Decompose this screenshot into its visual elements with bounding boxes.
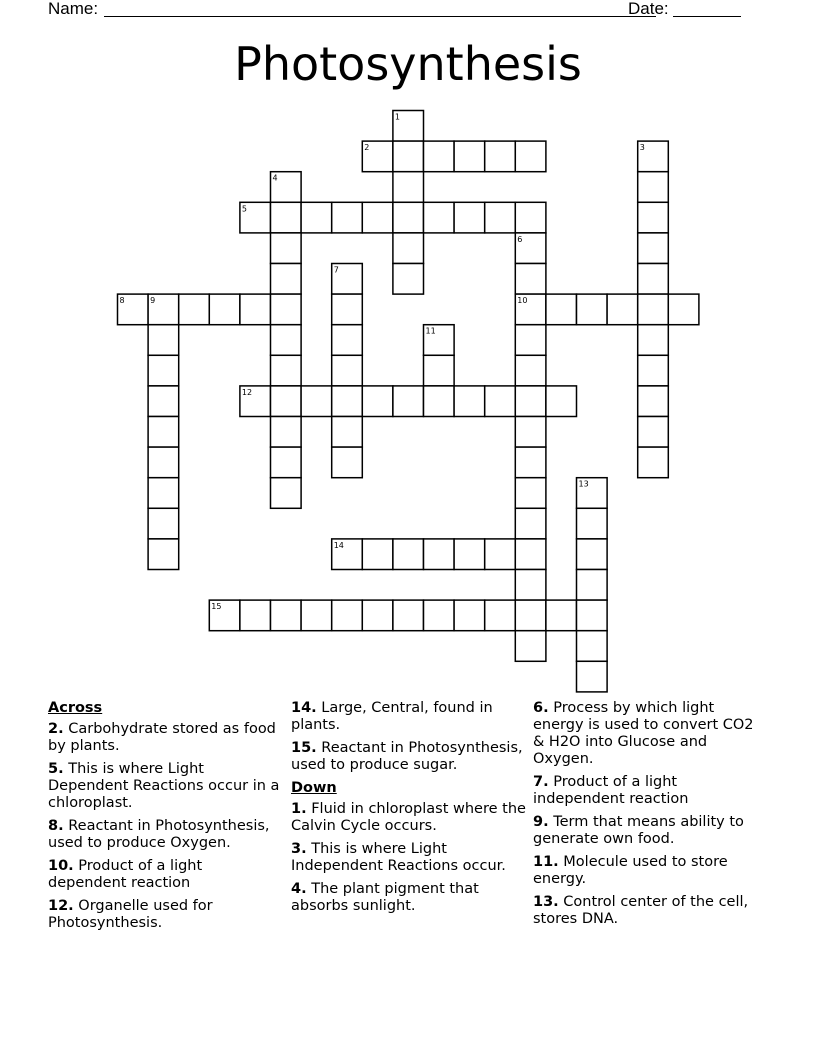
grid-cell[interactable]	[668, 294, 699, 325]
grid-cell[interactable]	[515, 264, 546, 295]
grid-cell[interactable]	[271, 355, 302, 386]
grid-cell[interactable]	[454, 600, 485, 631]
clue-item	[48, 858, 283, 892]
grid-cell[interactable]	[515, 141, 546, 172]
grid-cell[interactable]	[393, 233, 424, 264]
grid-cell[interactable]	[362, 386, 393, 417]
cell-number: 11	[425, 326, 436, 336]
clue-number: 6.	[533, 700, 549, 716]
grid-cell[interactable]	[515, 631, 546, 662]
clue-number: 11.	[533, 854, 559, 870]
clue-number: 7.	[533, 774, 549, 790]
grid-cell[interactable]	[362, 600, 393, 631]
grid-cell[interactable]	[393, 600, 424, 631]
grid-cell[interactable]	[393, 264, 424, 295]
clue-item	[48, 721, 283, 755]
grid-cell[interactable]	[454, 202, 485, 233]
clue-item	[533, 774, 768, 808]
grid-cell[interactable]	[271, 600, 302, 631]
grid-cell[interactable]	[301, 386, 332, 417]
cell-number: 9	[150, 296, 156, 306]
clue-item	[533, 814, 768, 848]
grid-cell[interactable]	[638, 386, 669, 417]
grid-cell[interactable]	[515, 447, 546, 478]
grid-cell[interactable]	[301, 202, 332, 233]
grid-cell[interactable]	[515, 478, 546, 509]
grid-cell[interactable]	[332, 355, 363, 386]
grid-cell[interactable]	[148, 386, 179, 417]
cell-number: 2	[364, 143, 370, 153]
grid-cell[interactable]	[485, 539, 516, 570]
grid-cell[interactable]	[271, 264, 302, 295]
grid-cell[interactable]	[301, 600, 332, 631]
clue-item	[291, 881, 527, 915]
grid-cell[interactable]	[240, 600, 271, 631]
grid-cell[interactable]	[209, 294, 240, 325]
cell-number: 1	[394, 112, 400, 122]
clue-text: Reactant in Photosynthesis, used to produce Oxygen.	[48, 818, 270, 851]
clue-text: Process by which light energy is used to convert CO2 & H2O into Glucose and Oxygen.	[533, 700, 754, 767]
clue-text: This is where Light Independent Reactions occur.	[291, 841, 506, 874]
grid-cell[interactable]	[240, 294, 271, 325]
cell-number: 13	[578, 479, 589, 489]
clue-text: Organelle used for Photosynthesis.	[48, 898, 213, 931]
clue-number: 8.	[48, 818, 64, 834]
clue-column-2	[291, 700, 527, 921]
cell-number: 8	[119, 296, 125, 306]
grid-cell[interactable]	[271, 202, 302, 233]
cell-number: 3	[639, 143, 645, 153]
clue-item	[48, 761, 283, 812]
clue-item	[291, 740, 527, 774]
grid-cell[interactable]	[148, 325, 179, 356]
clue-text: Term that means ability to generate own food.	[533, 814, 744, 847]
clue-number: 12.	[48, 898, 74, 914]
down-heading: Down	[291, 780, 337, 796]
grid-cell[interactable]	[577, 508, 608, 539]
name-label: Name:	[48, 0, 99, 18]
grid-cell[interactable]	[577, 294, 608, 325]
grid-cell[interactable]	[515, 202, 546, 233]
grid-cell[interactable]	[332, 202, 363, 233]
clue-number: 9.	[533, 814, 549, 830]
grid-cell[interactable]	[515, 600, 546, 631]
grid-cell[interactable]	[546, 600, 577, 631]
grid-cell[interactable]	[393, 172, 424, 203]
clue-number: 4.	[291, 881, 307, 897]
grid-cell[interactable]	[424, 355, 455, 386]
grid-cell[interactable]	[148, 355, 179, 386]
clue-item	[48, 898, 283, 932]
grid-cell[interactable]	[454, 386, 485, 417]
grid-cell[interactable]	[148, 447, 179, 478]
grid-cell[interactable]	[638, 264, 669, 295]
grid-cell[interactable]	[271, 325, 302, 356]
grid-cell[interactable]	[148, 417, 179, 448]
clue-number: 2.	[48, 721, 64, 737]
grid-cell[interactable]	[362, 202, 393, 233]
grid-cell[interactable]	[546, 386, 577, 417]
grid-cell[interactable]	[638, 417, 669, 448]
clue-number: 14.	[291, 700, 317, 716]
grid-cell[interactable]	[271, 478, 302, 509]
grid-cell[interactable]	[332, 600, 363, 631]
clue-item	[48, 818, 283, 852]
clue-text: This is where Light Dependent Reactions occur in a chloroplast.	[48, 761, 280, 811]
grid-cell[interactable]	[393, 386, 424, 417]
clue-number: 15.	[291, 740, 317, 756]
grid-cell[interactable]	[638, 355, 669, 386]
grid-cell[interactable]	[577, 661, 608, 692]
clue-text: Carbohydrate stored as food by plants.	[48, 721, 276, 754]
grid-cell[interactable]	[638, 233, 669, 264]
clue-column-3	[533, 700, 768, 934]
grid-cell[interactable]	[271, 386, 302, 417]
grid-cell[interactable]	[393, 202, 424, 233]
clue-text: Product of a light dependent reaction	[48, 858, 203, 891]
grid-cell[interactable]	[515, 508, 546, 539]
grid-cell[interactable]	[148, 508, 179, 539]
clue-item	[533, 894, 768, 928]
clue-text: Reactant in Photosynthesis, used to produce sugar.	[291, 740, 523, 773]
cell-number: 10	[517, 296, 528, 306]
across-heading: Across	[48, 700, 103, 716]
clue-item	[291, 841, 527, 875]
grid-cell[interactable]	[638, 325, 669, 356]
grid-cell[interactable]	[271, 417, 302, 448]
grid-cell[interactable]	[332, 417, 363, 448]
clue-number: 3.	[291, 841, 307, 857]
grid-cell[interactable]	[515, 386, 546, 417]
grid-cell[interactable]	[332, 294, 363, 325]
grid-cell[interactable]	[424, 600, 455, 631]
grid-cell[interactable]	[638, 202, 669, 233]
grid-cell[interactable]	[179, 294, 210, 325]
clue-text: Fluid in chloroplast where the Calvin Cycle occurs.	[291, 801, 526, 834]
clue-number: 1.	[291, 801, 307, 817]
grid-cell[interactable]	[577, 631, 608, 662]
grid-cell[interactable]	[577, 539, 608, 570]
grid-cell[interactable]	[485, 600, 516, 631]
clue-text: Molecule used to store energy.	[533, 854, 728, 887]
cell-number: 4	[272, 173, 278, 183]
grid-cell[interactable]	[393, 141, 424, 172]
grid-cell[interactable]	[515, 570, 546, 601]
grid-cell[interactable]	[515, 417, 546, 448]
cell-number: 15	[211, 602, 222, 612]
grid-cell[interactable]	[485, 202, 516, 233]
grid-cell[interactable]	[271, 447, 302, 478]
clue-text: The plant pigment that absorbs sunlight.	[291, 881, 479, 914]
grid-cell[interactable]	[148, 539, 179, 570]
grid-cell[interactable]	[577, 600, 608, 631]
grid-cell[interactable]	[332, 325, 363, 356]
grid-cell[interactable]	[148, 478, 179, 509]
page-title: Photosynthesis	[234, 37, 582, 91]
grid-cell[interactable]	[638, 447, 669, 478]
grid-cell[interactable]	[577, 570, 608, 601]
grid-cell[interactable]	[515, 325, 546, 356]
clue-item	[533, 700, 768, 768]
grid-cell[interactable]	[424, 539, 455, 570]
cell-number: 7	[333, 265, 339, 275]
grid-cell[interactable]	[546, 294, 577, 325]
clue-number: 13.	[533, 894, 559, 910]
clue-number: 10.	[48, 858, 74, 874]
clue-column-1	[48, 700, 283, 938]
grid-cell[interactable]	[515, 355, 546, 386]
grid-cell[interactable]	[638, 172, 669, 203]
grid-cell[interactable]	[393, 539, 424, 570]
grid-cell[interactable]	[362, 539, 393, 570]
grid-cell[interactable]	[485, 141, 516, 172]
grid-cell[interactable]	[332, 386, 363, 417]
grid-cell[interactable]	[454, 539, 485, 570]
grid-cell[interactable]	[271, 233, 302, 264]
grid-cell[interactable]	[454, 141, 485, 172]
clue-item	[533, 854, 768, 888]
grid-cell[interactable]	[515, 539, 546, 570]
clue-item	[291, 700, 527, 734]
clue-text: Large, Central, found in plants.	[291, 700, 493, 733]
cell-number: 12	[241, 387, 253, 397]
clue-number: 5.	[48, 761, 64, 777]
grid-cell[interactable]	[332, 447, 363, 478]
clue-item	[291, 801, 527, 835]
grid-cell[interactable]	[485, 386, 516, 417]
cell-number: 14	[333, 540, 344, 550]
date-label: Date:	[628, 0, 669, 18]
clue-text: Product of a light independent reaction	[533, 774, 689, 807]
grid-cell[interactable]	[424, 386, 455, 417]
grid-cell[interactable]	[424, 202, 455, 233]
grid-cell[interactable]	[424, 141, 455, 172]
clue-text: Control center of the cell, stores DNA.	[533, 894, 749, 927]
cell-number: 5	[241, 204, 247, 214]
grid-cell[interactable]	[607, 294, 638, 325]
grid-cell[interactable]	[271, 294, 302, 325]
grid-cell[interactable]	[638, 294, 669, 325]
cell-number: 6	[517, 234, 523, 244]
